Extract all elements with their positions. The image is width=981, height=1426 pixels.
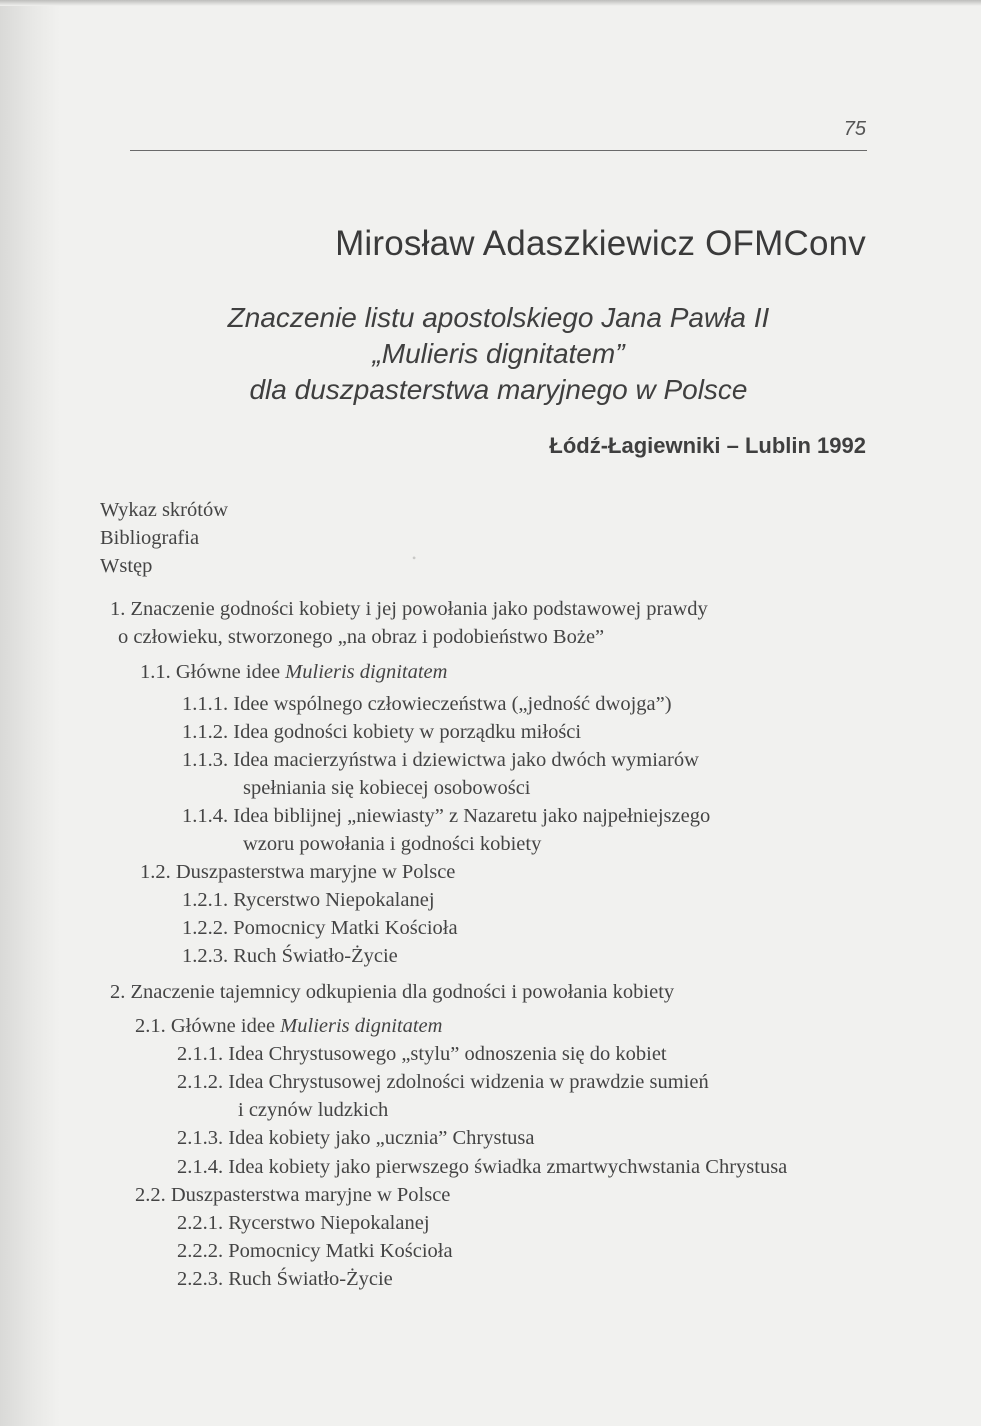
toc-entry — [100, 524, 199, 552]
toc-entry-text: Pomocnicy Matki Kościoła — [228, 1240, 453, 1262]
toc-entry-text: Idea kobiety jako pierwszego świadka zmartwychwstania Chrystusa — [228, 1156, 788, 1178]
toc-entry — [182, 690, 672, 718]
toc-entry-text: Bibliografia — [100, 527, 200, 549]
toc-entry-number: 2.2.3. — [177, 1268, 224, 1290]
toc-entry-number: 2.1.1. — [177, 1043, 224, 1065]
toc-entry-text: Duszpasterstwa maryjne w Polsce — [175, 861, 456, 883]
toc-entry — [182, 886, 435, 914]
toc-entry-number: 1.1.4. — [182, 805, 229, 827]
toc-entry-number: 1.1.3. — [182, 749, 229, 771]
toc-entry — [140, 658, 447, 686]
toc-entry — [182, 942, 398, 970]
toc-entry-text: Wstęp — [100, 555, 153, 577]
toc-entry — [177, 1209, 430, 1237]
toc-entry-text: spełniania się kobiecej osobowości — [243, 777, 531, 799]
toc-entry-number: 1.2.3. — [182, 945, 229, 967]
toc-entry — [177, 1068, 709, 1096]
toc-entry — [243, 830, 541, 858]
toc-entry-number: 2.1.2. — [177, 1071, 224, 1093]
toc-entry-text: Rycerstwo Niepokalanej — [233, 889, 435, 911]
toc-entry-text: i czynów ludzkich — [238, 1099, 389, 1121]
toc-entry-number: 2. — [110, 981, 126, 1003]
toc-entry — [100, 552, 152, 580]
toc-entry — [135, 1181, 450, 1209]
toc-entry-number: 1.1. — [140, 661, 171, 683]
header-rule — [130, 150, 867, 151]
toc-entry-number: 1.1.2. — [182, 721, 229, 743]
toc-entry-number: 1.2. — [140, 861, 171, 883]
title-line: „Mulieris dignitatem” — [372, 338, 625, 369]
toc-entry — [177, 1040, 667, 1068]
toc-entry-text: Idea Chrystusowej zdolności widzenia w prawdzie sumień — [228, 1071, 709, 1093]
toc-entry-number: 2.1.3. — [177, 1127, 224, 1149]
toc-entry — [177, 1265, 393, 1293]
work-title — [130, 300, 867, 408]
title-line: dla duszpasterstwa maryjnego w Polsce — [249, 374, 748, 405]
toc-entry-text: Idea biblijnej „niewiasty” z Nazaretu jako najpełniejszego — [233, 805, 711, 827]
toc-entry-text: Znaczenie godności kobiety i jej powołania jako podstawowej prawdy — [130, 598, 708, 620]
toc-entry-number: 2.2.1. — [177, 1212, 224, 1234]
toc-entry-text: o człowieku, stworzonego „na obraz i podobieństwo Boże” — [118, 626, 605, 648]
toc-entry-number: 2.1. — [135, 1015, 166, 1037]
toc-entry — [118, 623, 604, 651]
toc-entry-italic: Mulieris dignitatem — [280, 1015, 443, 1037]
toc-entry-text: Główne idee — [175, 661, 286, 683]
toc-entry-text: Duszpasterstwa maryjne w Polsce — [170, 1184, 451, 1206]
toc-entry — [177, 1124, 535, 1152]
toc-entry — [110, 595, 708, 623]
title-line: Znaczenie listu apostolskiego Jana Pawła II — [227, 302, 770, 333]
toc-entry-number: 2.2.2. — [177, 1240, 224, 1262]
toc-entry-text: Główne idee — [170, 1015, 281, 1037]
toc-entry-number: 1.2.1. — [182, 889, 229, 911]
toc-entry — [243, 774, 531, 802]
toc-entry — [100, 496, 228, 524]
toc-entry — [238, 1096, 388, 1124]
toc-entry-italic: Mulieris dignitatem — [285, 661, 448, 683]
toc-entry-text: Idea macierzyństwa i dziewictwa jako dwóch wymiarów — [233, 749, 699, 771]
toc-entry — [135, 1012, 442, 1040]
toc-entry — [110, 978, 674, 1006]
author-name: Mirosław Adaszkiewicz OFMConv — [335, 224, 866, 263]
toc-entry-number: 2.1.4. — [177, 1156, 224, 1178]
toc-entry-number: 1.1.1. — [182, 693, 229, 715]
toc-entry — [177, 1153, 787, 1181]
toc-entry — [140, 858, 455, 886]
toc-entry-number: 1.2.2. — [182, 917, 229, 939]
toc-entry — [182, 914, 458, 942]
toc-entry-text: Idea godności kobiety w porządku miłości — [233, 721, 582, 743]
toc-entry-text: Rycerstwo Niepokalanej — [228, 1212, 430, 1234]
toc-entry-text: wzoru powołania i godności kobiety — [243, 833, 542, 855]
toc-entry-text: Idea kobiety jako „ucznia” Chrystusa — [228, 1127, 535, 1149]
toc-entry-number: 1. — [110, 598, 126, 620]
toc-entry-text: Idee wspólnego człowieczeństwa („jedność dwojga”) — [233, 693, 672, 715]
toc-entry-text: Ruch Światło-Życie — [228, 1268, 393, 1290]
toc-entry — [182, 718, 581, 746]
toc-entry — [182, 746, 699, 774]
page-number: 75 — [843, 118, 866, 140]
toc-entry — [182, 802, 710, 830]
page-top-edge — [0, 0, 981, 6]
toc-entry-number: 2.2. — [135, 1184, 166, 1206]
toc-entry-text: Ruch Światło-Życie — [233, 945, 398, 967]
toc-entry-text: Wykaz skrótów — [100, 499, 228, 521]
paper-speck: • — [412, 551, 417, 565]
place-and-year: Łódź-Łagiewniki – Lublin 1992 — [549, 433, 866, 458]
toc-entry-text: Pomocnicy Matki Kościoła — [233, 917, 458, 939]
toc-entry — [177, 1237, 453, 1265]
toc-entry-text: Idea Chrystusowego „stylu” odnoszenia się do kobiet — [228, 1043, 667, 1065]
page-gutter-shadow — [0, 0, 60, 1426]
toc-entry-text: Znaczenie tajemnicy odkupienia dla godności i powołania kobiety — [130, 981, 675, 1003]
